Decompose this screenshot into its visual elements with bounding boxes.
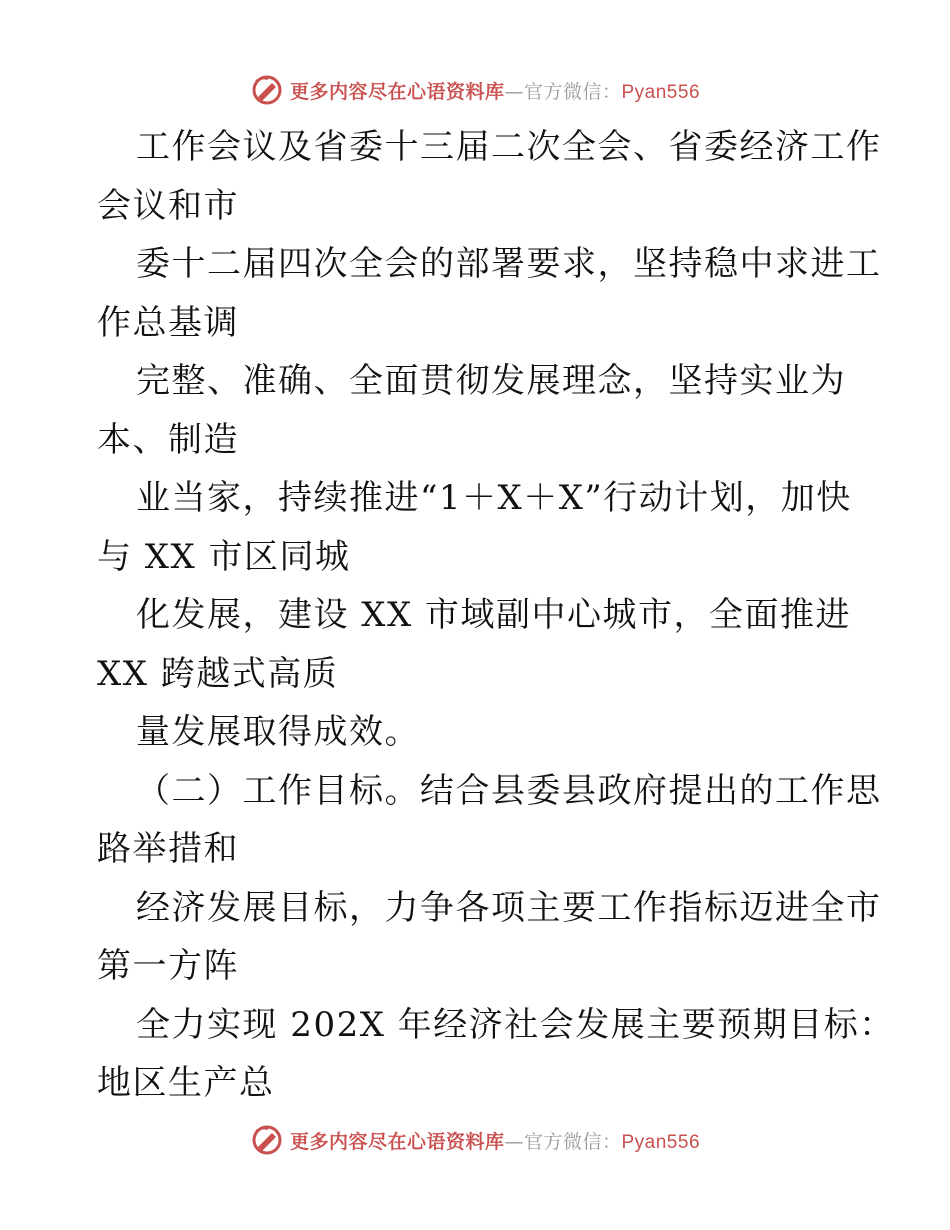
text-line: 作总基调 [97,302,239,343]
document-body [97,118,895,1113]
text-line: （二）工作目标。结合县委县政府提出的工作思 [136,770,882,811]
watermark-wechat-label: 官方微信： [523,1130,622,1153]
text-line: 经济发展目标，力争各项主要工作指标迈进全市 [136,887,882,928]
text-line: 地区生产总 [97,1063,275,1103]
watermark-wechat-id: Pyan556 [621,81,701,103]
watermark-brand: 更多内容尽在心语资料库 [289,1130,505,1153]
watermark-dash: — [504,1130,524,1153]
text-line: 本、制造 [97,419,239,460]
watermark-wechat-id: Pyan556 [621,1131,701,1153]
footer-watermark [0,1120,950,1160]
text-line: 业当家，持续推进“1＋X＋X”行动计划，加快 [136,478,852,518]
text-line: 路举措和 [97,829,239,869]
text-line: 全力实现 202X 年经济社会发展主要预期目标： [136,1004,895,1045]
text-line: 与 XX 市区同城 [97,536,351,577]
text-line: 化发展，建设 XX 市域副中心城市，全面推进 [136,595,852,635]
text-line: 第一方阵 [97,946,239,986]
watermark-logo-icon [250,1123,284,1157]
text-line: 委十二届四次全会的部署要求，坚持稳中求进工 [136,244,882,284]
watermark-wechat-label: 官方微信： [523,80,622,103]
text-line: 工作会议及省委十三届二次全会、省委经济工作 [136,127,882,167]
watermark-dash: — [504,80,524,103]
text-line: 会议和市 [97,185,239,226]
watermark-logo-icon [250,73,284,107]
header-watermark [0,70,950,110]
text-line: 完整、准确、全面贯彻发展理念，坚持实业为 [136,361,846,401]
watermark-brand: 更多内容尽在心语资料库 [289,80,505,103]
text-line: 量发展取得成效。 [136,712,420,752]
text-line: XX 跨越式高质 [97,653,339,694]
